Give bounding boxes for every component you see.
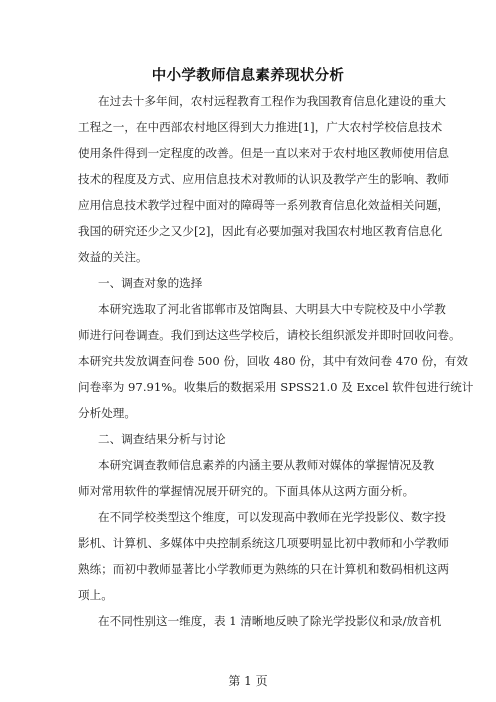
text-line: 在不同学校类型这个维度，可以发现高中教师在光学投影仪、数字投 <box>98 510 446 524</box>
text-line: 本研究选取了河北省邯郸市及馆陶县、大明县大中专院校及中小学教 <box>98 302 446 316</box>
text-line: 使用条件得到一定程度的改善。但是一直以来对于农村地区教师使用信息 <box>78 146 450 160</box>
text-line: 技术的程度及方式、应用信息技术对教师的认识及教学产生的影响、教师 <box>78 172 450 186</box>
page-number: 第 1 页 <box>228 674 268 688</box>
text-line: 师对常用软件的掌握情况展开研究的。下面具体从这两方面分析。 <box>78 484 415 498</box>
text-line: 本研究共发放调查问卷 500 份，回收 480 份，其中有效问卷 470 份，有效 <box>78 354 468 368</box>
text-line: 本研究调查教师信息素养的内涵主要从教师对媒体的掌握情况及教 <box>98 458 435 472</box>
text-line: 问卷率为 97.91%。收集后的数据采用 SPSS21.0 及 Excel 软件包进行统计 <box>78 380 474 394</box>
text-line: 项上。 <box>78 588 113 602</box>
text-line: 影机、计算机、多媒体中央控制系统这几项要明显比初中教师和小学教师 <box>78 536 450 550</box>
document-title: 中小学教师信息素养现状分析 <box>151 68 345 84</box>
text-line: 应用信息技术教学过程中面对的障碍等一系列教育信息化效益相关问题， <box>78 198 450 212</box>
text-line: 在过去十多年间，农村远程教育工程作为我国教育信息化建设的重大 <box>98 94 446 108</box>
text-line: 工程之一，在中西部农村地区得到大力推进[1]，广大农村学校信息技术 <box>78 120 443 134</box>
text-line: 效益的关注。 <box>78 250 148 264</box>
text-line: 分析处理。 <box>78 406 136 420</box>
text-line: 我国的研究还少之又少[2]，因此有必要加强对我国农村地区教育信息化 <box>78 224 443 238</box>
text-line: 熟练；而初中教师显著比小学教师更为熟练的只在计算机和数码相机这两 <box>78 562 450 576</box>
text-line: 师进行问卷调查。我们到达这些学校后，请校长组织派发并即时回收问卷。 <box>78 328 461 342</box>
text-line: 在不同性别这一维度，表 1 清晰地反映了除光学投影仪和录/放音机 <box>98 614 442 628</box>
section-heading: 二、调查结果分析与讨论 <box>98 432 226 446</box>
section-heading: 一、调查对象的选择 <box>98 276 203 290</box>
